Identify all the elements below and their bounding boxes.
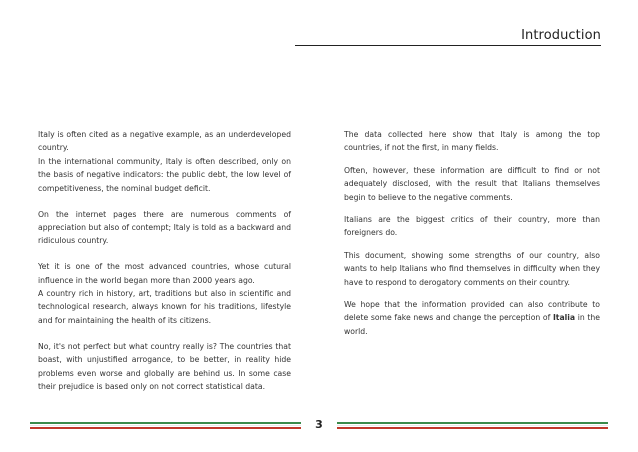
paragraph: On the internet pages there are numerous comments of appreciation but also of contempt; Italy is told as a backward and ridiculous country. — [38, 209, 291, 246]
footer-flag-stripes-left — [30, 422, 301, 430]
stripe-white — [30, 425, 301, 426]
footer-flag-stripes-right — [337, 422, 608, 430]
paragraph: Italy is often cited as a negative example, as an underdeveloped country. — [38, 130, 291, 153]
paragraph: No, it's not perfect but what country really is? The countries that boast, with unjustified arrogance, to be better, in reality hide problems even worse and globally are behind us. In some case their prejudice is based only on not correct statistical data. — [38, 341, 291, 391]
paragraph-text: in the world. — [344, 313, 600, 336]
stripe-red — [30, 427, 301, 429]
paragraph — [344, 298, 600, 338]
stripe-green — [30, 422, 301, 424]
paragraph: A country rich in history, art, traditions but also in scientific and technological research, always known for his traditions, lifestyle and for maintaining the health of its citizens. — [38, 289, 291, 325]
paragraph: Yet it is one of the most advanced countries, whose cutural influence in the world began more than 2000 years ago. — [38, 262, 291, 285]
brand-name: Italia — [552, 313, 576, 323]
stripe-red — [337, 427, 608, 429]
right-text-column — [344, 128, 600, 347]
header-divider — [295, 45, 601, 46]
page-number: 3 — [315, 418, 323, 431]
paragraph: Italians are the biggest critics of their country, more than foreigners do. — [344, 215, 600, 238]
stripe-green — [337, 422, 608, 424]
left-text-column — [38, 128, 291, 393]
paragraph: Often, however, these information are difficult to find or not adequately disclosed, with the result that Italians themselves begin to believe to the negative comments. — [344, 165, 600, 202]
paragraph-text: We hope that the information provided can also contribute to delete some fake news and change the perception of — [344, 300, 600, 323]
paragraph: The data collected here show that Italy is among the top countries, if not the first, in many fields. — [344, 130, 600, 153]
stripe-white — [337, 425, 608, 426]
paragraph: In the international community, Italy is often described, only on the basis of negative indicators: the public debt, the low level of competitiveness, the nominal budget deficit. — [38, 156, 291, 193]
paragraph: This document, showing some strengths of our country, also wants to help Italians who find themselves in difficulty when they have to respond to derogatory comments on their country. — [344, 250, 600, 287]
page-title: Introduction — [521, 28, 601, 43]
